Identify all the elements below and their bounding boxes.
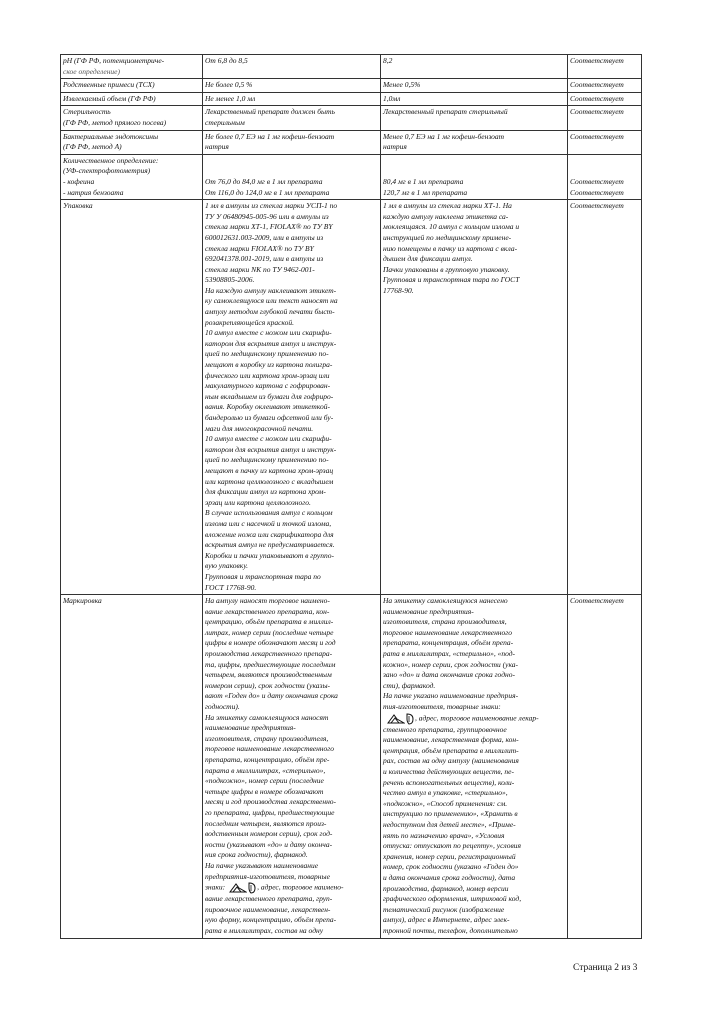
cell-marking-norm: [203, 595, 381, 938]
marking-result-line: «подкожно», «Способ применения: см.: [383, 798, 508, 808]
cell-sterility-indicator: [61, 106, 203, 130]
marking-norm-line: ности (указывают «до» и дату оконча-: [205, 839, 333, 849]
table-row-quantitative: [61, 154, 642, 199]
trademark-suffix: , адрес, торговое наимено-: [257, 882, 344, 892]
marking-result-line: препарата, концентрация, объём препа-: [383, 638, 514, 648]
packaging-norm-line: фического или картона хром-эрзац или: [205, 370, 330, 380]
cell-text: Соответствует: [570, 80, 624, 90]
packaging-result-line: Пачки упакованы в групповую упаковку.: [383, 264, 510, 274]
cell-marking-indicator: Маркировка: [61, 595, 203, 938]
marking-norm-line: годности).: [205, 702, 240, 712]
cell-sterility-result: [381, 106, 568, 130]
trademark-icons: [387, 713, 415, 725]
packaging-norm-line: макулатурного картона с гофрирован-: [205, 381, 331, 391]
trademark-logo-icon: [229, 882, 247, 894]
table-row-sterility: [61, 106, 642, 130]
packaging-result-line: инструкцией по медицинскому примене-: [383, 232, 512, 242]
cell-text: натрия: [383, 142, 407, 152]
trademark-icons: [229, 882, 257, 894]
packaging-norm-line: ампулу методом глубокой печати быст-: [205, 307, 335, 317]
marking-norm-line: четыре цифры в номере обозначают: [205, 786, 324, 796]
packaging-norm-line: катором для вскрытия ампул и инструк-: [205, 444, 337, 454]
packaging-norm-line: мещают в коробку из картона полигра-: [205, 360, 333, 370]
trademark-shield-icon: [247, 882, 257, 894]
marking-result-line: наименование, лекарственная форма, кон-: [383, 735, 519, 745]
cell-packaging-norm: [203, 200, 381, 595]
cell-extractable-volume-norm: [203, 92, 381, 106]
packaging-norm-line: стекла марки NK по ТУ 9462-001-: [205, 264, 315, 274]
marking-norm-line: препарата, концентрацию, объём пре-: [205, 755, 330, 764]
marking-norm-line: четырем, являются производственным: [205, 670, 332, 680]
marking-norm-line: цифры в номере обозначают месяц и год: [205, 638, 336, 648]
packaging-norm-line: 692041378.001-2019, или в ампулы из: [205, 254, 324, 264]
packaging-result-line: каждую ампулу наклеена этикетка са-: [383, 211, 509, 221]
marking-result-line: изготовителя, страна производителя,: [383, 617, 507, 627]
packaging-norm-line: стекла марки FIOLAX® по ТУ BY: [205, 243, 314, 253]
packaging-norm-line: ку самоклеящуюся или текст наносят на: [205, 296, 338, 306]
packaging-norm-line: вложение ножа или скарификатора для: [205, 529, 334, 539]
marking-result-line: зано «до» и дата окончания срока годно-: [383, 670, 515, 680]
packaging-norm-line: эрзац или картона целлюлозного.: [205, 497, 311, 507]
marking-norm-line: литрах, номер серии (последние четыре: [205, 627, 334, 637]
cell-marking-result: [381, 595, 568, 938]
marking-result-line: и количества действующих веществ, пе-: [383, 767, 515, 776]
cell-ph-result: [381, 55, 568, 79]
packaging-norm-line: маги для многокрасочной печати.: [205, 423, 314, 433]
table-row-endotoxins: [61, 130, 642, 154]
marking-norm-line: предприятия-изготовителя, товарные: [205, 871, 330, 881]
marking-result-line: ампул), адрес в Интернете, адрес элек-: [383, 915, 510, 925]
packaging-norm-line: 10 ампул вместе с ножом или скарифи-: [205, 328, 332, 338]
cell-endotoxins-verdict: [568, 130, 642, 154]
marking-norm-line: та, цифры, предшествующие последним: [205, 659, 336, 669]
cell-text: Менее 0,5%: [383, 80, 421, 90]
marking-result-line: На пачке указано наименование предприя-: [383, 691, 519, 701]
cell-text: Лекарственный препарат должен быть: [205, 107, 335, 117]
packaging-norm-line: для фиксации ампул из картона хром-: [205, 487, 326, 497]
cell-text: Менее 0,7 ЕЭ на 1 мг кофеин-бензоат: [383, 131, 505, 141]
cell-text: Соответствует: [570, 131, 624, 141]
marking-result-line: инструкцию по применению», «Хранить в: [383, 809, 518, 819]
marking-result-line: сти), фармакод.: [383, 680, 436, 690]
packaging-norm-line: вскрытия ампул не предусматривается.: [205, 540, 335, 550]
packaging-norm-line: вую упаковку.: [205, 561, 249, 571]
marking-result-line: торговое наименование лекарственного: [383, 627, 512, 637]
marking-norm-line: месяц и год производства лекарственно-: [205, 797, 337, 807]
cell-extractable-volume-verdict: [568, 92, 642, 106]
cell-ph-indicator: [61, 55, 203, 79]
marking-result-line: и дата окончания срока годности), дата: [383, 872, 516, 882]
packaging-norm-line: или картона целлюлозного с вкладышем: [205, 476, 334, 486]
packaging-norm-line: цией по медицинскому применению по-: [205, 455, 329, 465]
marking-norm-line: ния срока годности), фармакод.: [205, 850, 308, 860]
marking-norm-line: вают «Годен до» и дату окончания срока: [205, 691, 338, 701]
cell-extractable-volume-result: [381, 92, 568, 106]
cell-text: стерильным: [205, 117, 245, 127]
packaging-norm-line: 600012631.003-2009, или в ампулы из: [205, 232, 324, 242]
cell-packaging-verdict: Соответствует: [568, 200, 642, 595]
marking-result-line: тия-изготовителя, товарные знаки:: [383, 702, 501, 712]
packaging-result-line: моклеящаяся. 10 ампул с кольцом излома и: [383, 222, 520, 232]
cell-text: ское определение): [63, 66, 121, 76]
table-row-packaging: [61, 200, 642, 595]
cell-text: (ГФ РФ, метод прямого посева): [63, 117, 167, 127]
marking-norm-line: последним четырем, являются произ-: [205, 818, 327, 828]
marking-norm-line: торговое наименование лекарственного: [205, 744, 334, 754]
marking-norm-line: номером серии), срок годности (указы-: [205, 680, 331, 690]
packaging-norm-line: 1 мл в ампулы из стекла марки УСП-1 по: [205, 201, 338, 211]
marking-result-line: графического оформления, штриховой код,: [383, 894, 522, 904]
marking-result-line: На этикетку самоклеящуюся нанесено: [383, 596, 508, 606]
marking-result-line: хранения, номер серии, регистрационный: [383, 851, 516, 861]
packaging-norm-line: 10 ампул вместе с ножом или скарифи-: [205, 434, 332, 444]
test-results-table: [60, 54, 642, 939]
marking-norm-line: пировочное наименование, лекарствен-: [205, 904, 331, 914]
marking-norm-line: На пачке указывают наименование: [205, 860, 319, 870]
cell-ph-norm: [203, 55, 381, 79]
packaging-result-line: нию помещены в пачку из картона с вкла-: [383, 243, 518, 253]
marking-result-line: центрация, объём препарата в миллилит-: [383, 745, 519, 755]
table-row-related-impurities: [61, 79, 642, 93]
cell-text: Не более 0,5 %: [205, 80, 253, 90]
cell-text: Лекарственный препарат стерильный: [383, 107, 508, 117]
marking-result-line: рата в миллилитрах, «стерильно», «под-: [383, 649, 516, 659]
cell-text: pH (ГФ РФ, потенциометриче-: [63, 56, 165, 65]
marking-norm-line: На этикетку самоклеящуюся наносят: [205, 712, 329, 722]
marking-norm-line: вание лекарственного препарата, кон-: [205, 606, 330, 616]
cell-sterility-verdict: [568, 106, 642, 130]
cell-text: Соответствует: [570, 56, 624, 65]
marking-norm-line: изготовителя, страну производителя,: [205, 733, 329, 743]
marking-result-line: чество ампул в упаковке, «стерильно»,: [383, 788, 508, 798]
marking-result-line: рах, состав на одну ампулу (наименования: [383, 756, 519, 766]
marking-norm-line: парата в миллилитрах, «стерильно»,: [205, 765, 326, 775]
marking-norm-line: «подкожно», номер серии (последние: [205, 776, 324, 786]
marking-norm-trademark-line: [205, 882, 378, 894]
marking-norm-line: рата в миллилитрах, состав на одну: [205, 925, 324, 935]
cell-quant-norm: От 76,0 до 84,0 мг в 1 мл препарата От 116,0 до 124,0 мг в 1 мл препарата: [203, 154, 381, 199]
packaging-norm-line: розакрепляющейся краской.: [205, 317, 295, 327]
cell-text: натрия: [205, 142, 229, 152]
packaging-norm-line: излома или с насечкой и точкой излома,: [205, 518, 332, 528]
marking-norm-line: наименование предприятия-: [205, 723, 296, 733]
table-row-ph: [61, 55, 642, 79]
packaging-norm-line: катором для вскрытия ампул и инструк-: [205, 338, 337, 348]
packaging-norm-line: вания. Коробку оклеивают этикеткой-: [205, 402, 331, 412]
packaging-norm-line: ГОСТ 17768-90.: [205, 582, 257, 592]
cell-related-impurities-norm: [203, 79, 381, 93]
marking-result-line: тематический рисунок (изображение: [383, 904, 505, 914]
marking-norm-line: центрацию, объём препарата в миллил-: [205, 617, 334, 627]
packaging-norm-line: бандеролью из бумаги офсетной или бу-: [205, 413, 334, 422]
marking-result-line: речень вспомогательных веществ), коли-: [383, 777, 515, 787]
cell-endotoxins-norm: [203, 130, 381, 154]
cell-text: От 6,8 до 8,5: [205, 56, 248, 65]
cell-related-impurities-verdict: [568, 79, 642, 93]
cell-packaging-result: [381, 200, 568, 595]
cell-quant-verdict: Соответствует Соответствует: [568, 154, 642, 199]
trademark-shield-icon: [405, 713, 415, 725]
cell-endotoxins-result: [381, 130, 568, 154]
cell-text: Стерильность: [63, 107, 111, 117]
marking-result-line: тронной почты, телефон, дополнительно: [383, 925, 518, 935]
marking-norm-line: производства лекарственного препара-: [205, 649, 333, 659]
trademark-suffix: , адрес, торговое наименование лекар-: [415, 713, 539, 723]
packaging-norm-line: В случае использования ампул с кольцом: [205, 508, 333, 518]
cell-endotoxins-indicator: [61, 130, 203, 154]
page-number: Страница 2 из 3: [573, 963, 638, 973]
cell-related-impurities-result: [381, 79, 568, 93]
trademark-logo-icon: [387, 713, 405, 725]
packaging-norm-line: На каждую ампулу наклеивают этикет-: [205, 285, 337, 295]
marking-result-trademark-line: [383, 713, 565, 725]
table-row-extractable-volume: [61, 92, 642, 106]
marking-result-line: отпуска: отпускают по рецепту», условия: [383, 841, 522, 851]
cell-marking-verdict: Соответствует: [568, 595, 642, 938]
marking-norm-line: На ампулу наносят торговое наимено-: [205, 596, 330, 606]
packaging-norm-line: цией по медицинскому применению по-: [205, 349, 329, 359]
packaging-result-line: 1 мл в ампулы из стекла марки ХТ-1. На: [383, 201, 512, 211]
marking-result-line: недоступном для детей месте», «Приме-: [383, 819, 516, 829]
cell-text: (ГФ РФ, метод А): [63, 142, 122, 152]
cell-text: 8,2: [383, 56, 393, 65]
marking-result-line: наименование предприятия-: [383, 606, 474, 616]
cell-text: Соответствует: [570, 107, 624, 117]
marking-norm-line: ную форму, концентрацию, объём препа-: [205, 915, 337, 925]
packaging-norm-line: 53908805-2006.: [205, 275, 255, 285]
cell-text: Не менее 1,0 мл: [205, 93, 256, 103]
packaging-norm-line: мещают в пачку из картона хром-эрзац: [205, 465, 334, 475]
marking-result-line: производства, фармакод, номер версии: [383, 883, 509, 893]
marking-result-line: кожно», номер серии, срок годности (ука-: [383, 659, 519, 669]
packaging-norm-line: Коробки и пачки упаковывают в группо-: [205, 550, 334, 560]
cell-text: Родственные примеси (ТСХ): [63, 80, 155, 90]
marking-norm-line: го препарата, цифры, предшествующие: [205, 807, 335, 817]
cell-text: Не более 0,7 ЕЭ на 1 мг кофеин-бензоат: [205, 131, 335, 141]
marking-result-line: номер, срок годности (указано «Годен до»: [383, 862, 519, 872]
marking-result-line: ственного препарата, группировочное: [383, 724, 507, 734]
cell-quant-indicator: Количественное определение: (УФ-спектрофотометрия) - кофеина - натрия бензоата: [61, 154, 203, 199]
packaging-norm-line: ным вкладышем из бумаги для гофриро-: [205, 391, 334, 401]
trademark-label: знаки:: [205, 882, 226, 892]
packaging-result-line: дышем для фиксации ампул.: [383, 254, 473, 264]
packaging-norm-line: ТУ У 06480945-005-96 или в ампулы из: [205, 211, 329, 221]
cell-text: Извлекаемый объем (ГФ РФ): [63, 93, 156, 103]
cell-text: Бактериальные эндотоксины: [63, 131, 159, 141]
marking-norm-line: водственным номером серии), срок год-: [205, 829, 333, 839]
packaging-result-line: Групповая и транспортная тара по ГОСТ: [383, 275, 520, 285]
cell-text: Соответствует: [570, 93, 624, 103]
cell-related-impurities-indicator: [61, 79, 203, 93]
packaging-result-line: 17768-90.: [383, 285, 414, 295]
table-row-marking: [61, 595, 642, 938]
marking-result-line: нять по назначению врача», «Условия: [383, 830, 505, 840]
cell-text: 1,0мл: [383, 93, 401, 103]
packaging-norm-line: Групповая и транспортная тара по: [205, 571, 321, 581]
cell-quant-result: 80,4 мг в 1 мл препарата 120,7 мг в 1 мл препарата: [381, 154, 568, 199]
packaging-norm-line: стекла марки ХТ-1, FIOLAX® по ТУ BY: [205, 222, 333, 232]
cell-packaging-indicator: Упаковка: [61, 200, 203, 595]
cell-sterility-norm: [203, 106, 381, 130]
cell-ph-verdict: [568, 55, 642, 79]
marking-norm-line: вание лекарственного препарата, груп-: [205, 894, 333, 904]
cell-extractable-volume-indicator: [61, 92, 203, 106]
